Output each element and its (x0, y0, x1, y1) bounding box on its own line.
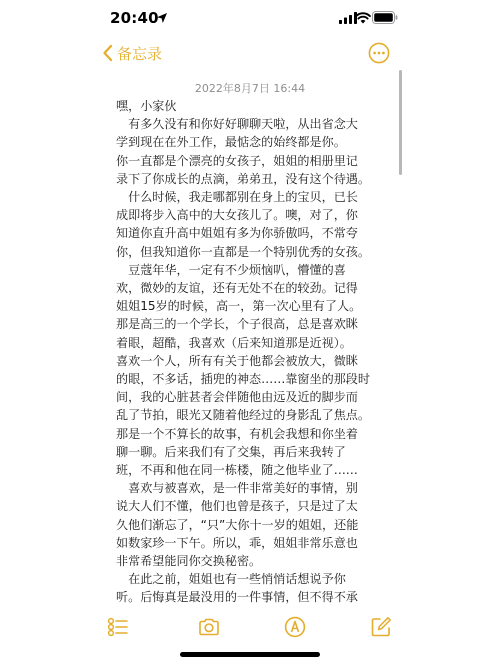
note-line: 那是高三的一个学长，个子很高，总是喜欢眯 (116, 317, 358, 332)
note-line: 班，不再和他在同一栋楼，随之他毕业了…… (116, 463, 358, 478)
note-line: 录下了你成长的点滴，弟弟丑，没有这个待遇。 (116, 171, 370, 186)
camera-icon[interactable] (198, 616, 220, 638)
note-line: 乱了节拍，眼光又随着他经过的身影乱了焦点。 (116, 408, 370, 423)
note-line: 学到现在在外工作，最惦念的始终都是你。 (116, 135, 346, 150)
bottom-toolbar (0, 608, 500, 648)
battery-icon (372, 11, 398, 24)
note-line: 如数家珍一下午。所以，乖，姐姐非常乐意也 (116, 535, 358, 550)
scrollbar[interactable] (399, 70, 402, 175)
note-line: 你，但我知道你一直都是一个特别优秀的女孩。 (116, 244, 370, 259)
note-line: 喜欢一个人，所有有关于他都会被放大，微眯 (116, 353, 358, 368)
note-line: 着眼，超酷，我喜欢（后来知道那是近视）。 (116, 335, 352, 350)
note-line: 什么时候，我走哪都别在身上的宝贝，已长 (116, 190, 358, 205)
markup-pen-icon[interactable] (284, 616, 306, 638)
note-line: 有多久没有和你好好聊聊天啦，从出省念大 (116, 117, 358, 132)
chevron-left-icon (102, 44, 113, 62)
note-line: 成即将步入高中的大女孩儿了。噢，对了，你 (116, 208, 358, 223)
note-line: 姐姐15岁的时候，高一，第一次心里有了人。 (116, 299, 362, 314)
note-line: 间，我的心脏甚者会伴随他由远及近的脚步而 (116, 390, 358, 405)
location-arrow-icon (156, 12, 168, 24)
note-date: 2022年8月7日 16:44 (194, 82, 306, 95)
note-line: 豆蔻年华，一定有不少烦恼叭，懵懂的喜 (116, 262, 346, 277)
ellipsis-circle-icon[interactable] (368, 42, 390, 64)
status-bar (0, 0, 500, 38)
note-line: 说大人们不懂，他们也曾是孩子，只是过了太 (116, 499, 358, 514)
note-line: 嘿，小家伙 (116, 99, 177, 113)
note-body[interactable] (116, 97, 384, 607)
note-line: 久他们渐忘了，“只”大你十一岁的姐姐，还能 (116, 517, 359, 532)
nav-bar (0, 38, 500, 68)
wifi-icon (355, 11, 371, 24)
note-line: 欢，微妙的友谊，还有无处不在的较劲。记得 (116, 281, 358, 296)
note-line: 聊一聊。后来我们有了交集，再后来我转了 (116, 444, 346, 459)
note-line: 那是一个不算长的故事，有机会我想和你坐着 (116, 426, 358, 441)
status-time: 20:40 (110, 9, 159, 27)
note-line: 听。后悔真是最没用的一件事情，但不得不承 (116, 590, 358, 605)
back-button[interactable] (102, 40, 162, 66)
note-line: 非常希望能同你交换秘密。 (116, 554, 262, 569)
note-line: 知道你直升高中姐姐有多为你骄傲吗，不常夸 (116, 226, 358, 241)
home-indicator[interactable] (180, 652, 320, 657)
note-line: 你一直都是个漂亮的女孩子，姐姐的相册里记 (116, 153, 358, 168)
back-label: 备忘录 (117, 44, 163, 63)
note-line: 的眼，不多话，插兜的神态……靠窗坐的那段时 (116, 372, 370, 387)
compose-icon[interactable] (370, 616, 392, 638)
checklist-icon[interactable] (107, 616, 129, 638)
note-line: 喜欢与被喜欢，是一件非常美好的事情，别 (116, 481, 358, 496)
note-line: 在此之前，姐姐也有一些悄悄话想说予你 (116, 572, 346, 587)
